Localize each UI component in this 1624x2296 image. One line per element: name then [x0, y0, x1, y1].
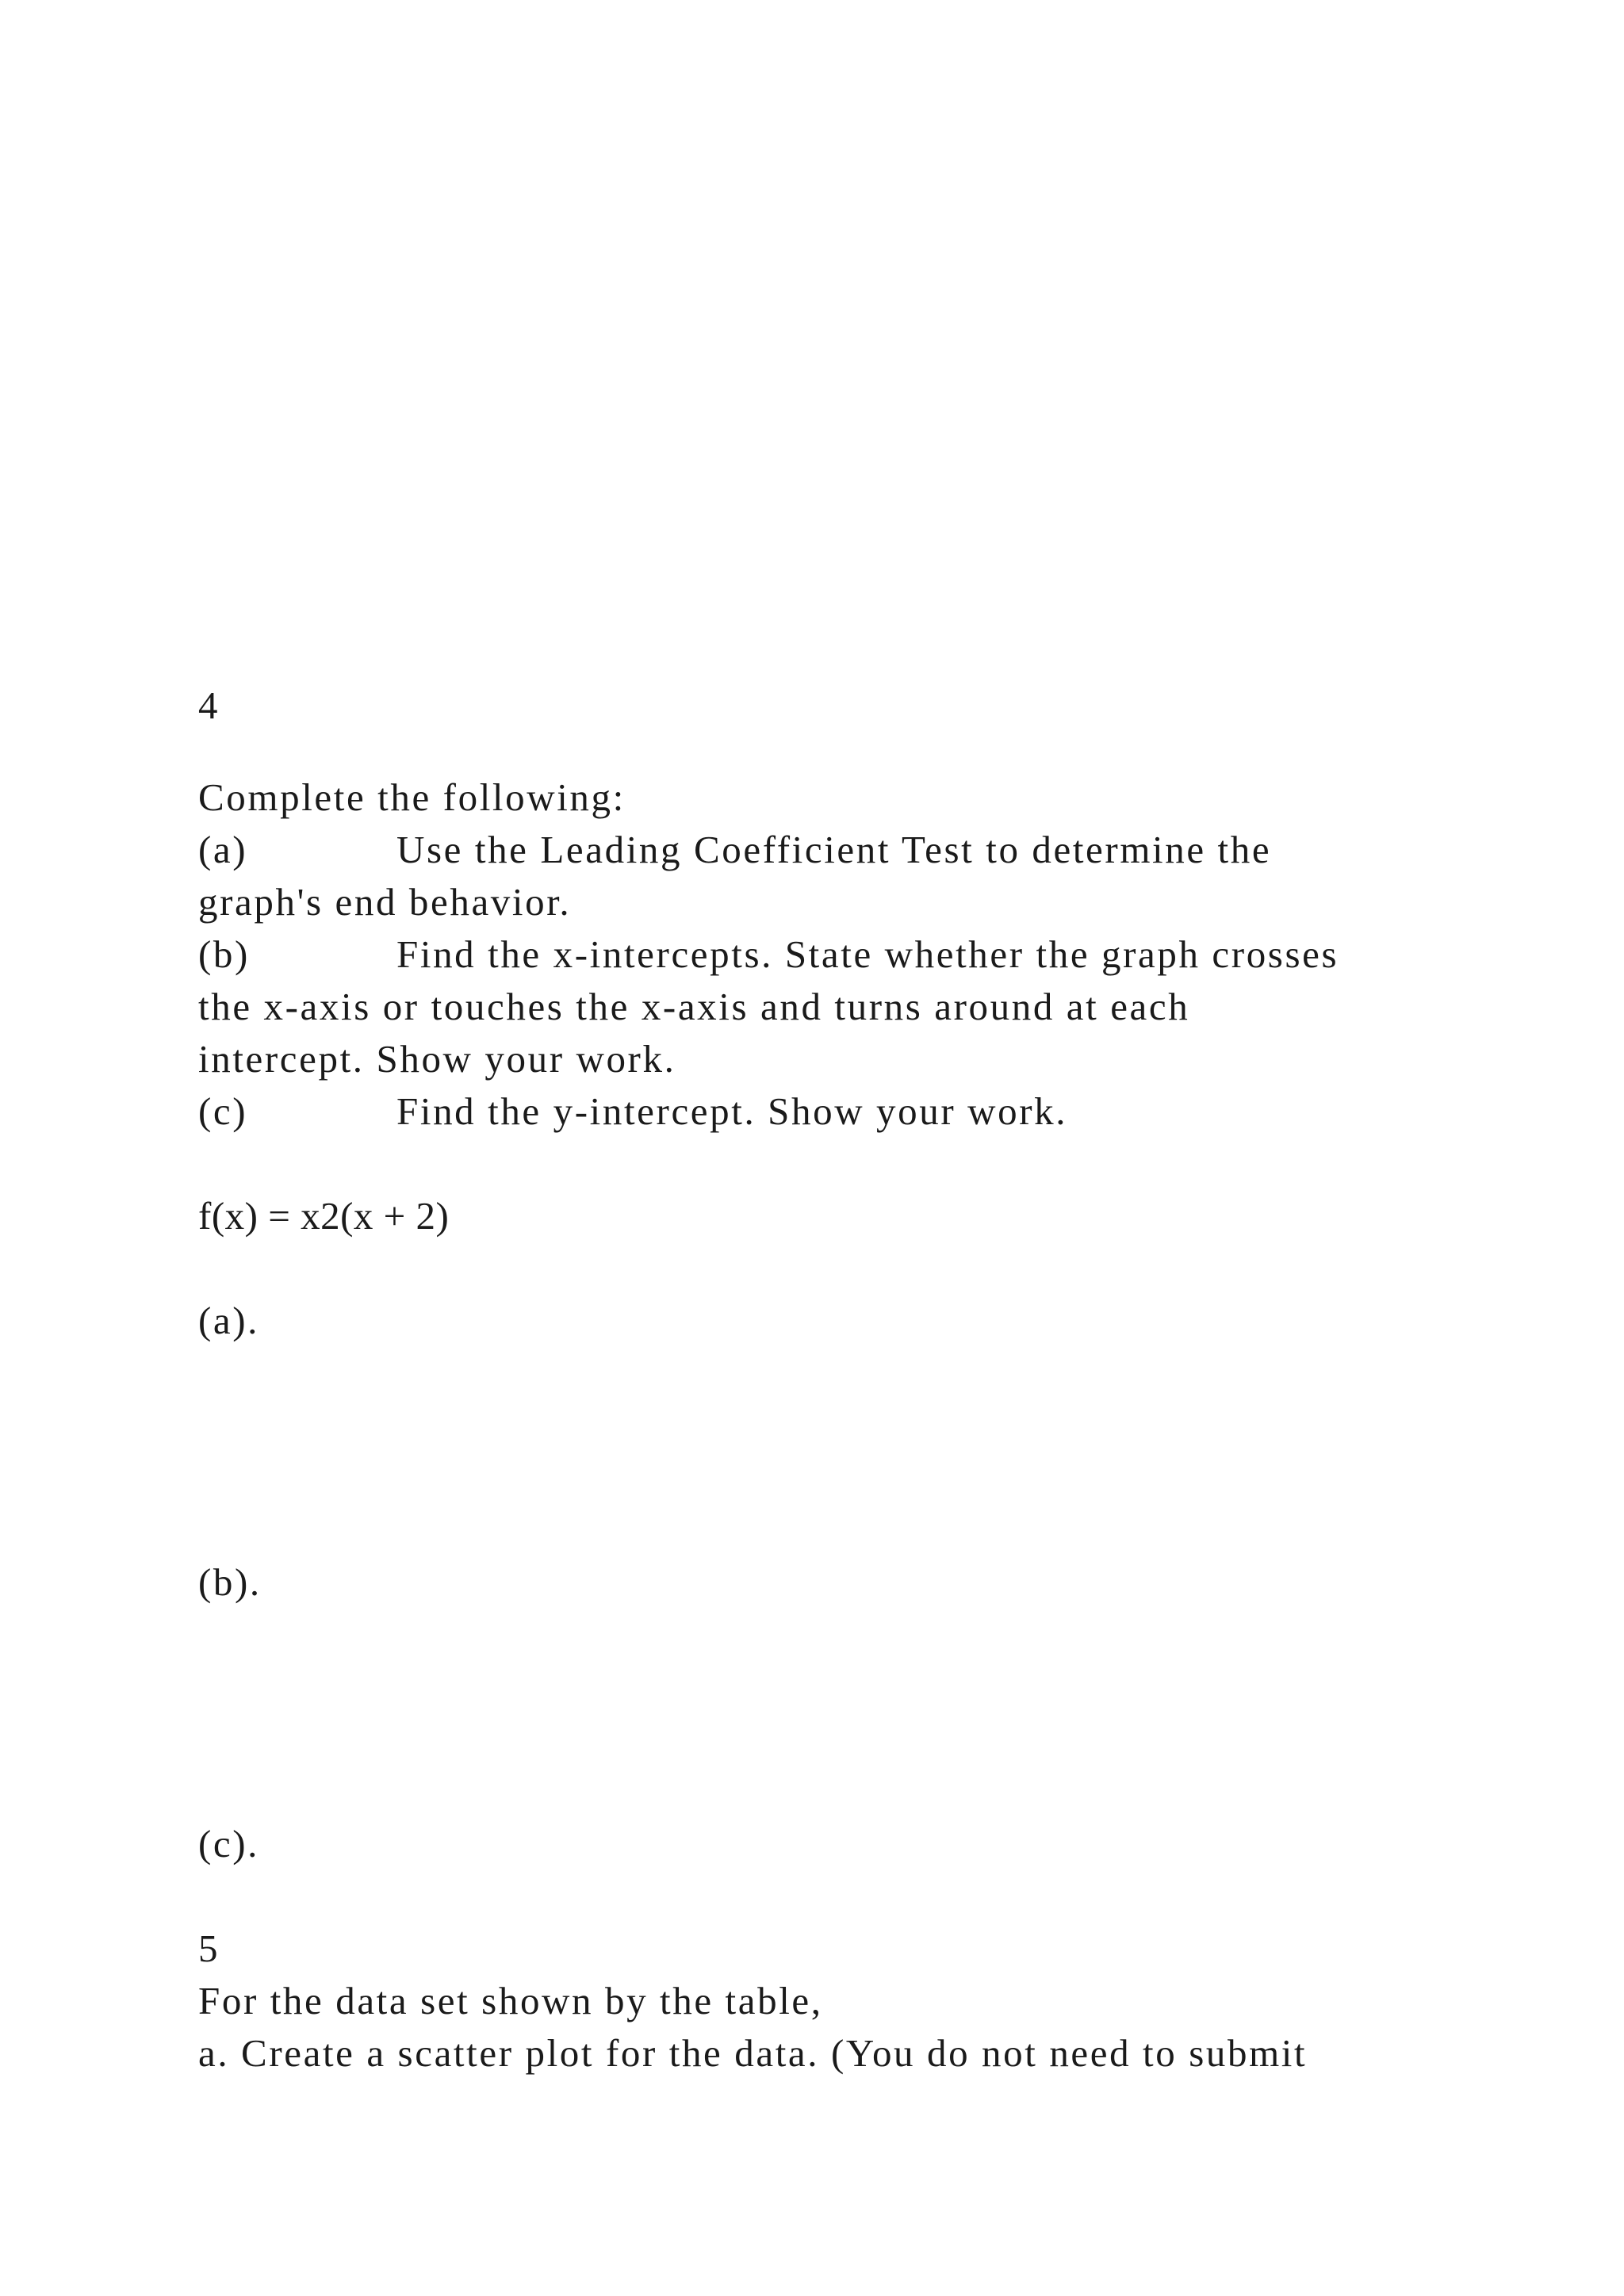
part-a-text-line1: Use the Leading Coefficient Test to determine the [396, 828, 1272, 871]
question-4-intro: Complete the following: [198, 775, 626, 819]
answer-b-label: (b). [198, 1560, 262, 1604]
answer-a-label: (a). [198, 1299, 260, 1342]
question-5-intro: For the data set shown by the table, [198, 1979, 823, 2022]
part-c-text-line1: Find the y-intercept. Show your work. [396, 1089, 1068, 1133]
function-expression: f(x) = x2(x + 2) [198, 1194, 450, 1238]
question-4-part-a [198, 824, 1271, 876]
answer-c-label: (c). [198, 1822, 260, 1866]
question-4-number: 4 [198, 683, 218, 727]
question-5-part-a: a. Create a scatter plot for the data. (You do not need to submit [198, 2031, 1308, 2075]
part-a-text-line2: graph's end behavior. [198, 880, 572, 924]
part-b-text-line2: the x-axis or touches the x-axis and turns around at each [198, 985, 1190, 1028]
part-c-label: (c) [198, 1089, 248, 1133]
part-b-label: (b) [198, 932, 250, 976]
part-b-text-line1: Find the x-intercepts. State whether the graph crosses [396, 932, 1339, 976]
question-4-part-c [198, 1085, 1067, 1138]
part-a-label: (a) [198, 828, 248, 871]
question-4-part-b [198, 928, 1339, 981]
part-b-text-line3: intercept. Show your work. [198, 1037, 676, 1081]
question-5-number: 5 [198, 1927, 218, 1970]
